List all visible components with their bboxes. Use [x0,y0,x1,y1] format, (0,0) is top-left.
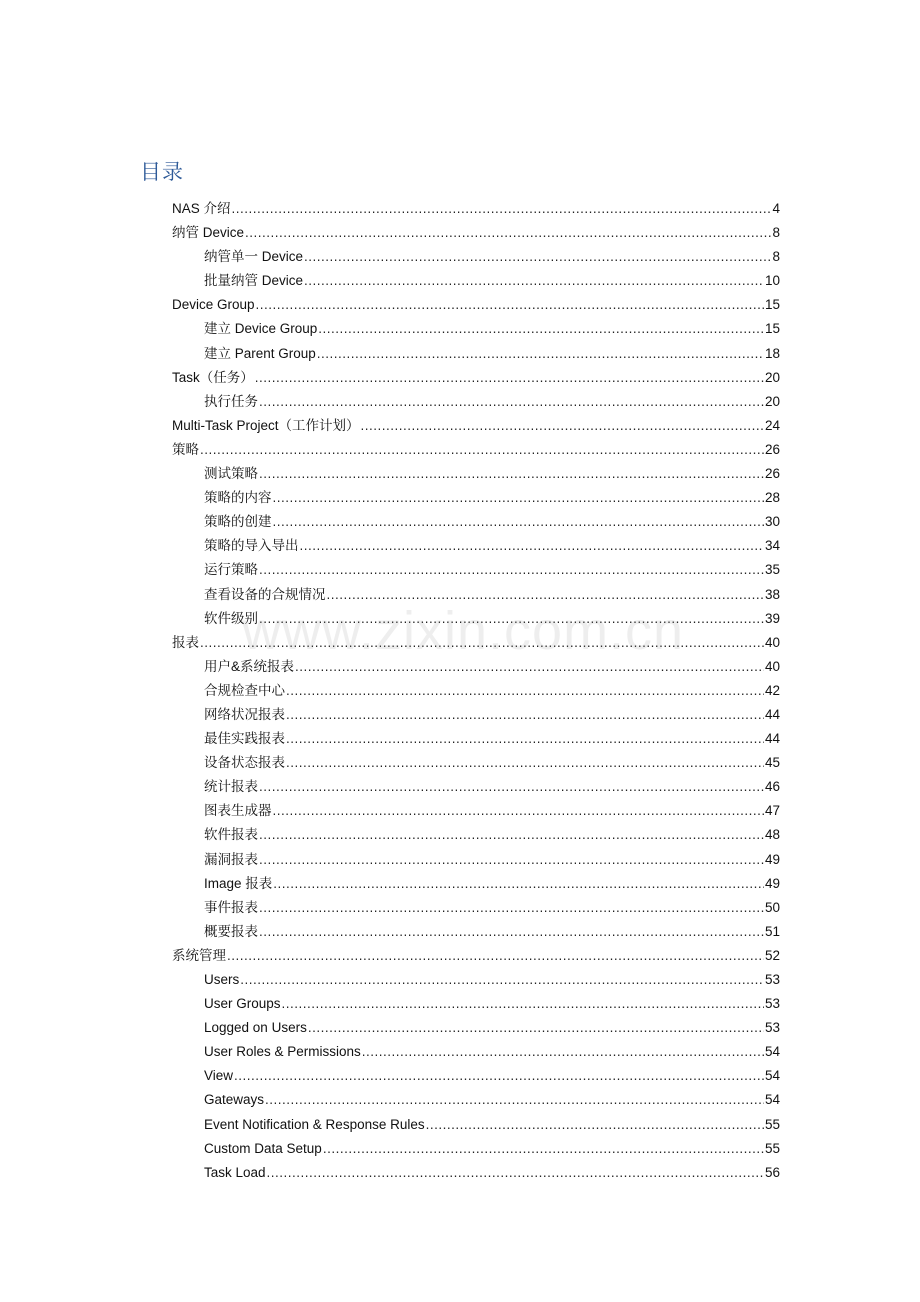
toc-entry-page: 10 [764,273,780,289]
toc-entry-page: 47 [764,803,780,819]
toc-entry-page: 46 [764,779,780,795]
toc-entry-page: 50 [764,899,780,915]
toc-entry-page: 20 [764,393,780,409]
toc-dot-leader [318,317,764,341]
toc-entry-page: 54 [764,1068,780,1084]
toc-entry-label: 事件报表 [204,899,258,915]
toc-entry-page: 4 [772,201,780,216]
toc-dot-leader [282,992,764,1016]
toc-entry[interactable] [172,679,780,703]
toc-entry-label: Task（任务） [172,369,254,385]
toc-dot-leader [259,462,764,486]
toc-entry-page: 34 [764,538,780,554]
toc-dot-leader [200,631,764,655]
toc-dot-leader [227,944,764,968]
toc-entry-label: 策略的内容 [204,490,272,506]
toc-dot-leader [259,775,764,799]
toc-dot-leader [259,848,764,872]
toc-title: 目录 [140,160,184,184]
toc-entry[interactable] [172,438,780,462]
toc-entry-label: 漏洞报表 [204,851,258,867]
toc-dot-leader [259,896,764,920]
toc-entry-page: 8 [772,249,780,265]
toc-entry-label: 最佳实践报表 [204,731,285,747]
toc-entry[interactable] [172,1088,780,1112]
toc-entry-label: 软件级别 [204,610,258,626]
toc-entry[interactable] [172,534,780,558]
toc-dot-leader [234,1064,764,1088]
toc-dot-leader [273,486,764,510]
toc-entry[interactable] [172,823,780,847]
toc-entry-page: 44 [764,731,780,747]
toc-dot-leader [362,1040,764,1064]
toc-entry[interactable] [172,197,780,221]
toc-entry-label: 策略 [172,441,199,457]
toc-entry-label: Device Group [172,297,255,313]
toc-entry-label: Image 报表 [204,875,273,891]
toc-dot-leader [304,269,764,293]
toc-entry-page: 40 [764,634,780,650]
toc-entry-label: 纳管单一 Device [204,249,304,265]
toc-entry[interactable] [172,390,780,414]
toc-entry-page: 35 [764,562,780,578]
toc-entry-page: 15 [764,297,780,313]
toc-entry-page: 45 [764,755,780,771]
toc-dot-leader [245,221,771,245]
toc-entry-page: 54 [764,1092,780,1108]
toc-entry-label: 批量纳管 Device [204,273,304,289]
toc-entry-page: 30 [764,514,780,530]
toc-entry-label: 图表生成器 [204,803,272,819]
toc-entry-page: 51 [764,923,780,939]
toc-dot-leader [273,510,764,534]
toc-dot-leader [240,968,764,992]
toc-entry[interactable] [172,655,780,679]
toc-entry-label: 建立 Device Group [204,321,318,337]
toc-entry-page: 20 [764,369,780,385]
toc-dot-leader [286,703,764,727]
toc-dot-leader [255,366,764,390]
toc-dot-leader [304,245,771,269]
toc-entry-label: 报表 [172,634,199,650]
toc-entry[interactable] [172,920,780,944]
toc-entry-page: 53 [764,972,780,987]
toc-entry-label: 设备状态报表 [204,755,285,771]
toc-dot-leader [286,727,764,751]
toc-entry-label: Event Notification & Response Rules [204,1116,425,1132]
toc-entry-label: 建立 Parent Group [204,345,316,361]
toc-entry-label: View [204,1068,234,1084]
toc-entry-label: Users [204,972,240,987]
toc-entry-label: User Roles & Permissions [204,1044,361,1060]
toc-dot-leader [267,1161,764,1185]
toc-dot-leader [295,655,764,679]
toc-dot-leader [426,1113,764,1137]
toc-entry-page: 39 [764,610,780,626]
toc-entry-label: 系统管理 [172,947,226,963]
toc-dot-leader [317,342,764,366]
toc-entry-page: 40 [764,658,780,674]
toc-dot-leader [273,799,764,823]
toc-entry-page: 48 [764,827,780,843]
toc-entry[interactable] [172,703,780,727]
toc-entry-label: NAS 介绍 [172,201,231,216]
toc-entry-label: 测试策略 [204,466,258,482]
toc-dot-leader [265,1088,764,1112]
toc-entry-page: 8 [772,225,780,241]
toc-entry-label: 网络状况报表 [204,706,285,722]
toc-entry-label: 运行策略 [204,562,258,578]
toc-entry-label: 纳管 Device [172,225,245,241]
toc-entry[interactable] [172,872,780,896]
toc-entry[interactable] [172,631,780,655]
toc-dot-leader [259,607,764,631]
watermark: www.zixin.com.cn [242,601,685,661]
toc-entry-page: 24 [764,417,780,433]
toc-dot-leader [200,438,764,462]
toc-entry-page: 26 [764,441,780,457]
toc-list [172,197,780,1185]
toc-dot-leader [256,293,764,317]
toc-dot-leader [361,414,764,438]
toc-entry[interactable] [172,317,780,341]
toc-entry-label: Logged on Users [204,1020,307,1036]
toc-entry-label: User Groups [204,996,281,1012]
toc-entry-page: 49 [764,875,780,891]
toc-dot-leader [286,751,764,775]
toc-entry[interactable] [172,414,780,438]
toc-entry-label: 查看设备的合规情况 [204,586,326,602]
toc-dot-leader [259,390,764,414]
toc-dot-leader [300,534,764,558]
toc-entry-page: 49 [764,851,780,867]
toc-entry-page: 52 [764,947,780,963]
toc-entry[interactable] [172,269,780,293]
toc-entry[interactable] [172,1016,780,1040]
toc-dot-leader [273,872,764,896]
toc-entry-label: Multi-Task Project（工作计划） [172,417,360,433]
toc-entry-label: 策略的创建 [204,514,272,530]
toc-entry[interactable] [172,799,780,823]
toc-entry[interactable] [172,293,780,317]
toc-entry[interactable] [172,221,780,245]
toc-dot-leader [259,920,764,944]
toc-entry[interactable] [172,1137,780,1161]
toc-entry[interactable] [172,558,780,582]
toc-dot-leader [232,197,772,221]
toc-entry-page: 18 [764,345,780,361]
toc-entry[interactable] [172,510,780,534]
toc-entry-label: 软件报表 [204,827,258,843]
toc-entry-label: 合规检查中心 [204,682,285,698]
toc-entry-page: 15 [764,321,780,337]
toc-entry-label: 用户&系统报表 [204,658,295,674]
toc-entry[interactable] [172,727,780,751]
toc-entry[interactable] [172,896,780,920]
toc-entry-page: 28 [764,490,780,506]
toc-entry[interactable] [172,968,780,992]
toc-entry-page: 26 [764,466,780,482]
toc-entry-label: 概要报表 [204,923,258,939]
toc-dot-leader [327,583,764,607]
toc-entry[interactable] [172,1064,780,1088]
toc-entry[interactable] [172,486,780,510]
toc-entry[interactable] [172,245,780,269]
toc-entry[interactable] [172,1040,780,1064]
toc-entry-page: 55 [764,1116,780,1132]
toc-entry-page: 55 [764,1140,780,1156]
toc-dot-leader [286,679,764,703]
toc-entry[interactable] [172,583,780,607]
toc-entry-label: 统计报表 [204,779,258,795]
toc-entry-page: 54 [764,1044,780,1060]
toc-dot-leader [259,558,764,582]
toc-dot-leader [308,1016,764,1040]
toc-entry-page: 53 [764,996,780,1012]
toc-entry[interactable] [172,607,780,631]
toc-entry-label: 策略的导入导出 [204,538,299,554]
toc-entry[interactable] [172,992,780,1016]
toc-entry-label: Gateways [204,1092,265,1108]
toc-entry-label: 执行任务 [204,393,258,409]
toc-dot-leader [323,1137,764,1161]
toc-entry-page: 44 [764,706,780,722]
toc-entry[interactable] [172,1113,780,1137]
toc-entry[interactable] [172,944,780,968]
toc-entry-page: 38 [764,586,780,602]
toc-entry[interactable] [172,1161,780,1185]
toc-entry[interactable] [172,462,780,486]
toc-dot-leader [259,823,764,847]
toc-entry[interactable] [172,848,780,872]
toc-entry[interactable] [172,366,780,390]
toc-entry-label: Custom Data Setup [204,1140,322,1156]
toc-entry[interactable] [172,342,780,366]
toc-entry[interactable] [172,775,780,799]
toc-entry-page: 42 [764,682,780,698]
toc-entry[interactable] [172,751,780,775]
toc-entry-label: Task Load [204,1164,266,1180]
toc-entry-page: 56 [764,1164,780,1180]
toc-entry-page: 53 [764,1020,780,1036]
